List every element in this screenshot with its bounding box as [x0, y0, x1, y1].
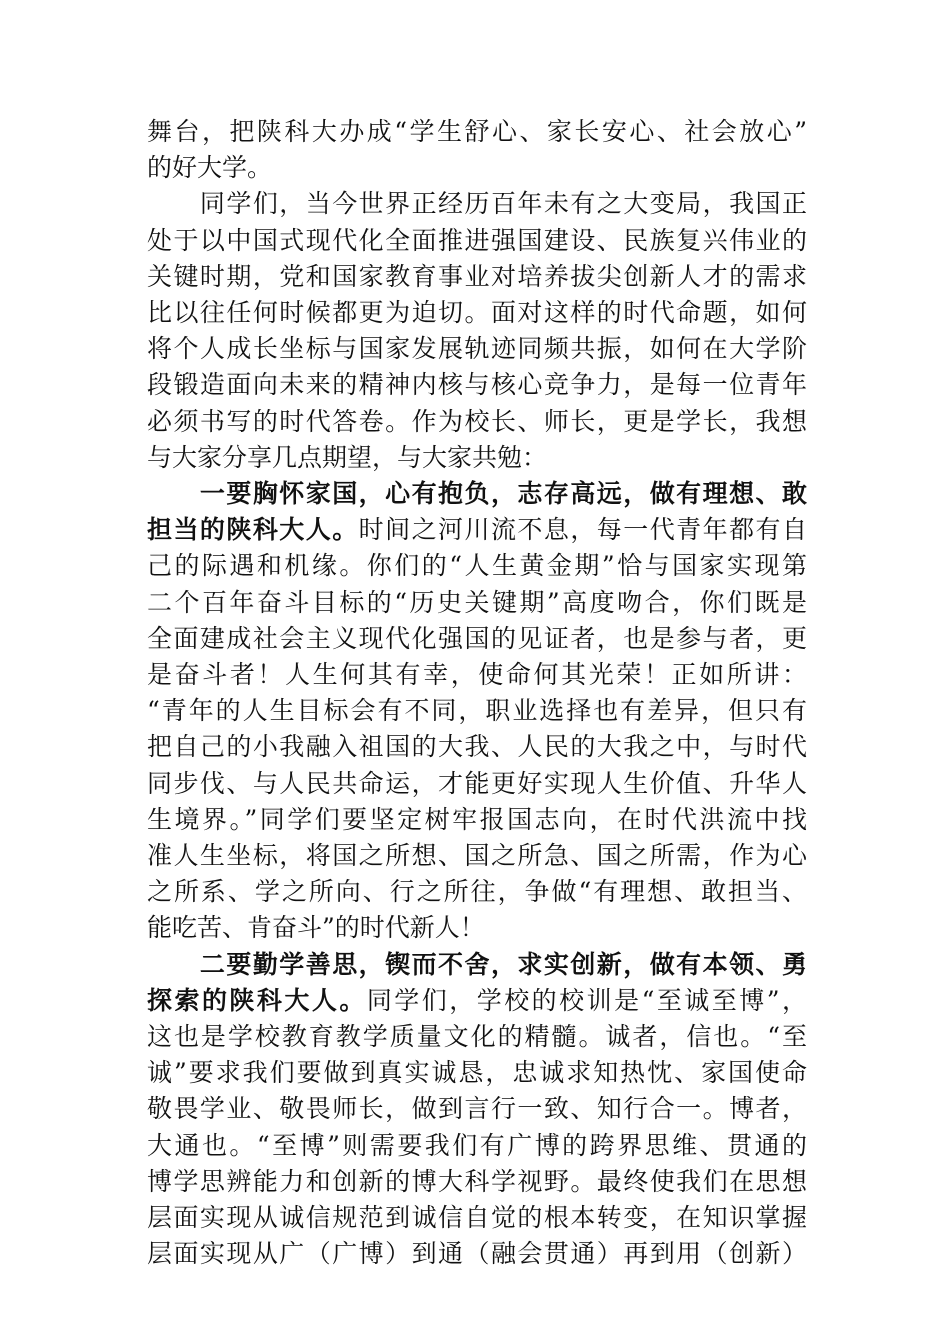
text-line: 必须书写的时代答卷。作为校长、师长，更是学长，我想	[147, 406, 807, 436]
bold-heading-text: 一要胸怀家国，心有抱负，志存高远，做有理想、敢	[147, 479, 807, 509]
bold-heading-text: 担当的陕科大人。	[147, 515, 359, 545]
text-line: 处于以中国式现代化全面推进强国建设、民族复兴伟业的	[147, 225, 807, 255]
text-line: 己的际遇和机缘。你们的“人生黄金期”恰与国家实现第	[147, 551, 807, 581]
paragraph-first-line: 同学们，当今世界正经历百年未有之大变局，我国正	[147, 189, 807, 219]
text-line: 比以往任何时候都更为迫切。面对这样的时代命题，如何	[147, 298, 807, 328]
text-line: 准人生坐标，将国之所想、国之所急、国之所需，作为心	[147, 841, 807, 871]
text-line: 大通也。“至博”则需要我们有广博的跨界思维、贯通的	[147, 1130, 807, 1160]
text-line: 全面建成社会主义现代化强国的见证者，也是参与者，更	[147, 623, 807, 653]
text-line: “青年的人生目标会有不同，职业选择也有差异，但只有	[147, 696, 807, 726]
bold-heading-text: 探索的陕科大人。	[147, 985, 367, 1015]
text-line: 的好大学。	[147, 153, 273, 183]
text-line: 与大家分享几点期望，与大家共勉：	[147, 442, 548, 472]
text-line: 层面实现从诚信规范到诚信自觉的根本转变，在知识掌握	[147, 1203, 807, 1233]
text-line: 之所系、学之所向、行之所往，争做“有理想、敢担当、	[147, 877, 807, 907]
text-line: 二个百年奋斗目标的“历史关键期”高度吻合，你们既是	[147, 587, 807, 617]
section-heading-line	[147, 947, 807, 983]
text-line: 能吃苦、肯奋斗”的时代新人！	[147, 913, 485, 943]
text-line: 博学思辨能力和创新的博大科学视野。最终使我们在思想	[147, 1166, 807, 1196]
text-line: 将个人成长坐标与国家发展轨迹同频共振，如何在大学阶	[147, 334, 807, 364]
text-line: 敬畏学业、敬畏师长，做到言行一致、知行合一。博者，	[147, 1094, 807, 1124]
body-text	[147, 114, 807, 1273]
text-line: 段锻造面向未来的精神内核与核心竞争力，是每一位青年	[147, 370, 807, 400]
text-line: 诚”要求我们要做到真实诚恳，忠诚求知热忱、家国使命	[147, 1058, 807, 1088]
section-heading-line	[147, 476, 807, 512]
text-line: 层面实现从广（广博）到通（融会贯通）再到用（创新）	[147, 1239, 807, 1269]
text-line: 是奋斗者！人生何其有幸，使命何其光荣！正如所讲：	[147, 660, 807, 690]
text-line: 生境界。”同学们要坚定树牢报国志向，在时代洪流中找	[147, 804, 807, 834]
section-heading-line: 担当的陕科大人。时间之河川流不息，每一代青年都有自	[147, 515, 807, 545]
text-line: 这也是学校教育教学质量文化的精髓。诚者，信也。“至	[147, 1022, 807, 1052]
text-line: 关键时期，党和国家教育事业对培养拔尖创新人才的需求	[147, 261, 807, 291]
text-line: 把自己的小我融入祖国的大我、人民的大我之中，与时代	[147, 732, 807, 762]
bold-heading-text: 二要勤学善思，锲而不舍，求实创新，做有本领、勇	[147, 949, 807, 979]
text-line: 舞台，把陕科大办成“学生舒心、家长安心、社会放心”	[147, 117, 807, 146]
text-line: 同步伐、与人民共命运，才能更好实现人生价值、升华人	[147, 768, 807, 798]
section-heading-line: 探索的陕科大人。同学们，学校的校训是“至诚至博”，	[147, 985, 807, 1015]
